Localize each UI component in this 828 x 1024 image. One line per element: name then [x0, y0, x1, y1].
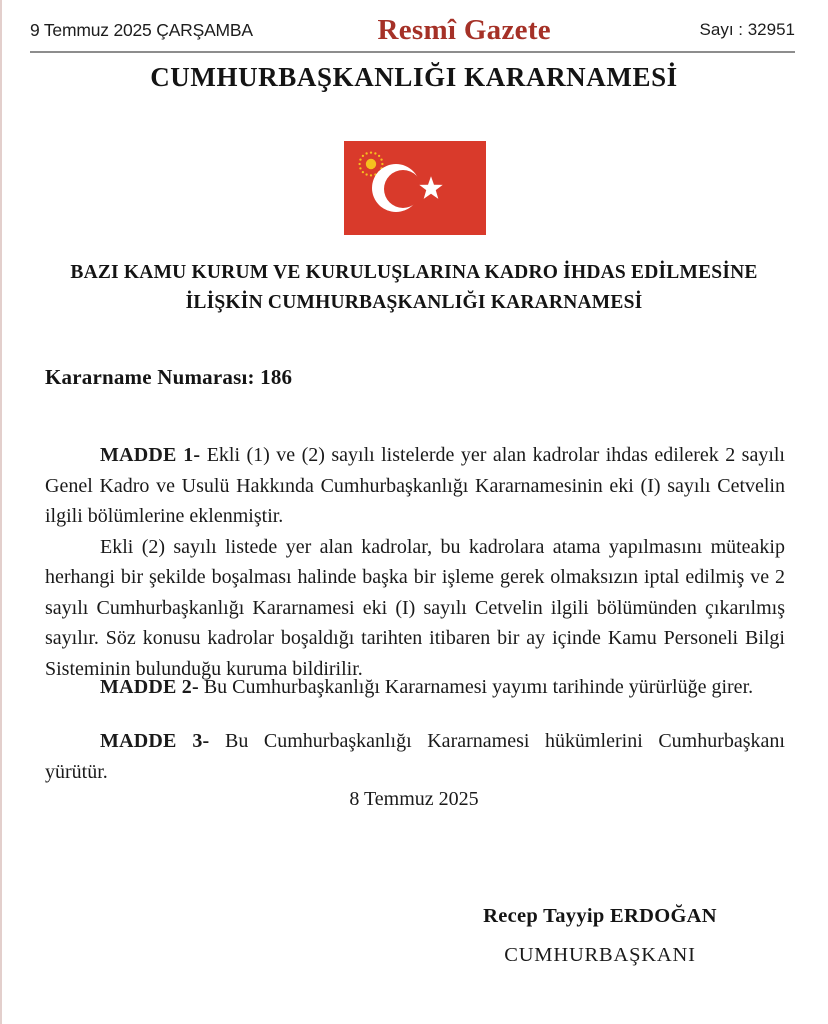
masthead-title: Resmî Gazete: [377, 13, 551, 46]
signature-block: [420, 905, 780, 967]
article-1: [45, 440, 785, 684]
article-3-text-1: Bu Cumhurbaşkanlığı Kararnamesi hükümlerini Cumhurbaşkanı yürütür.: [45, 730, 785, 783]
decree-kind-title: CUMHURBAŞKANLIĞI KARARNAMESİ: [150, 62, 678, 92]
signing-date: 8 Temmuz 2025: [349, 788, 479, 810]
article-2: [45, 672, 785, 703]
article-2-paragraph-1: [45, 672, 785, 703]
article-2-text-1: Bu Cumhurbaşkanlığı Kararnamesi yayımı tarihinde yürürlüğe girer.: [198, 676, 754, 698]
article-1-paragraph-1: [45, 440, 785, 532]
turkish-flag-emblem: [344, 141, 486, 235]
signatory-name: Recep Tayyip ERDOĞAN: [483, 905, 717, 927]
article-1-text-1: Ekli (1) ve (2) sayılı listelerde yer alan kadrolar ihdas edilerek 2 sayılı Genel Kadro ve Usulü Hakkında Cumhurbaşkanlığı Kararnamesinin eki (I) sayılı Cetvelin ilgili bölümlerine eklenmiştir.: [45, 444, 785, 527]
masthead-date: 9 Temmuz 2025 ÇARŞAMBA: [30, 19, 253, 40]
signatory-title: CUMHURBAŞKANI: [504, 944, 696, 966]
header-divider: [30, 51, 795, 53]
page-edge-artifact: [0, 0, 2, 1024]
article-3-label: MADDE 3-: [100, 730, 210, 752]
star-icon: [418, 175, 444, 201]
article-2-label: MADDE 2-: [100, 676, 199, 698]
article-3: [45, 726, 785, 787]
article-3-paragraph-1: [45, 726, 785, 787]
document-heading: [55, 258, 773, 318]
article-1-paragraph-2: Ekli (2) sayılı listede yer alan kadrolar, bu kadrolara atama yapılmasını müteakip herhangi bir şekilde boşalması halinde başka bir işleme gerek olmaksızın iptal edilmiş ve 2 sayılı Cumhurbaşkanlığı Kararnamesi eki (I) sayılı Cetvelin ilgili bölümünden çıkarılmış sayılır. Söz konusu kadrolar boşaldığı tarihten itibaren bir ay içinde Kamu Personeli Bilgi Sisteminin bulunduğu kuruma bildirilir.: [45, 535, 785, 680]
crescent-cutout: [384, 170, 422, 208]
document-heading-line-1: BAZI KAMU KURUM VE KURULUŞLARINA KADRO İHDAS EDİLMESİNE: [70, 262, 758, 283]
article-1-label: MADDE 1-: [100, 444, 201, 466]
document-heading-line-2: İLİŞKİN CUMHURBAŞKANLIĞI KARARNAMESİ: [185, 292, 643, 313]
decree-number: Kararname Numarası: 186: [45, 365, 293, 389]
masthead: [30, 14, 795, 46]
masthead-issue-number: Sayı : 32951: [699, 20, 795, 39]
